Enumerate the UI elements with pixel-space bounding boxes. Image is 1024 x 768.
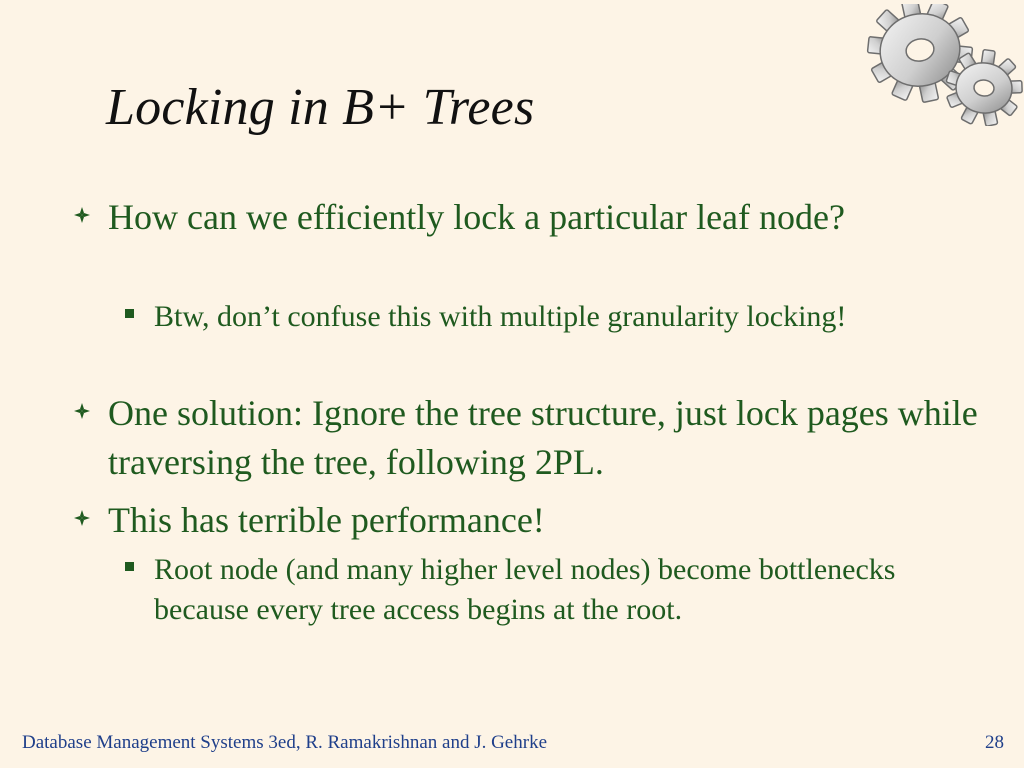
diamond-bullet-icon: [74, 403, 90, 419]
bullet-text: How can we efficiently lock a particular leaf node?: [108, 197, 845, 237]
square-bullet-icon: [125, 309, 134, 318]
page-number: 28: [985, 732, 1004, 753]
bullet-item: [108, 193, 908, 242]
bullet-item: [108, 496, 958, 545]
sub-bullet-text: Root node (and many higher level nodes) become bottlenecks because every tree access begins at the root.: [154, 553, 896, 626]
slide-title: Locking in B+ Trees: [106, 79, 535, 136]
gears-icon: [862, 4, 1024, 126]
bullet-text: One solution: Ignore the tree structure, just lock pages while traversing the tree, following 2PL.: [108, 393, 978, 482]
sub-bullet-text: Btw, don’t confuse this with multiple granularity locking!: [154, 300, 847, 333]
footer-citation: Database Management Systems 3ed, R. Ramakrishnan and J. Gehrke: [22, 732, 548, 753]
diamond-bullet-icon: [74, 510, 90, 526]
sub-bullet-item: [154, 297, 934, 337]
bullet-item: [108, 389, 978, 487]
bullet-text: This has terrible performance!: [108, 500, 545, 540]
square-bullet-icon: [125, 562, 134, 571]
sub-bullet-item: [154, 550, 934, 630]
diamond-bullet-icon: [74, 207, 90, 223]
